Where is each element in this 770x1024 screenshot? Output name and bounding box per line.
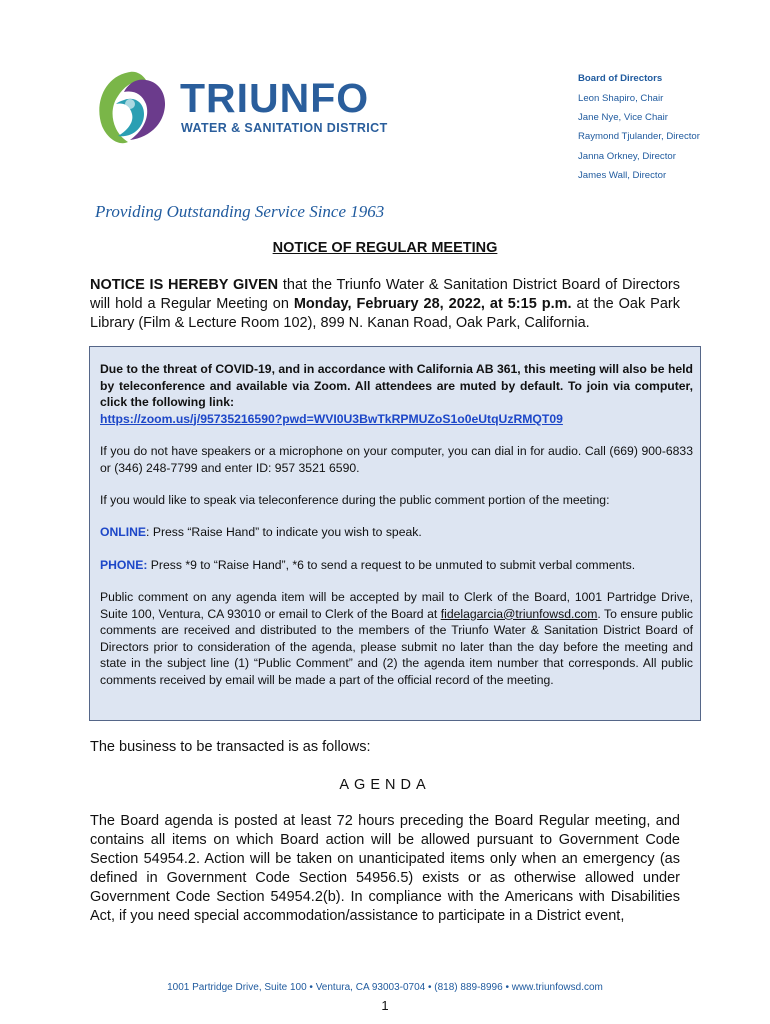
logo-subtitle: WATER & SANITATION DISTRICT	[181, 121, 388, 135]
public-text: . To ensure public comments are received and distributed to the members of the Triunfo Water & Sanitation District Board of Directors prior to consideration of the agenda, please submit no later than the day before the meeting and state in the subject line (1) “Public Comment” and (2) the agenda item number that corresponds. All public comments received by email will be made a part of the official record of the meeting.	[100, 606, 693, 687]
phone-text: Press *9 to “Raise Hand”, *6 to send a request to be unmuted to submit verbal comments.	[147, 558, 636, 572]
online-instruction	[100, 524, 693, 541]
online-text: : Press “Raise Hand” to indicate you wish to speak.	[146, 525, 422, 539]
intro-text: at the Oak Park Library (Film & Lecture Room 102), 899 N. Kanan Road, Oak Park, California.	[90, 296, 680, 331]
public-comment-text	[100, 589, 693, 688]
intro-paragraph	[90, 276, 680, 333]
footer-address: 1001 Partridge Drive, Suite 100 • Ventura, CA 93003-0704 • (818) 889-8996 • www.triunfowsd.com	[167, 982, 603, 993]
notice-title: NOTICE OF REGULAR MEETING	[272, 240, 498, 256]
online-label: ONLINE	[100, 525, 147, 539]
board-member: Leon Shapiro, Chair	[578, 93, 664, 104]
intro-text: that the Triunfo Water & Sanitation District Board of Directors will hold a Regular Meeting on	[90, 277, 680, 312]
tagline: Providing Outstanding Service Since 1963	[95, 202, 385, 221]
phone-label: PHONE:	[100, 558, 148, 572]
business-intro: The business to be transacted is as follows:	[90, 739, 371, 755]
board-member: Raymond Tjulander, Director	[578, 131, 700, 142]
board-member: Janna Orkney, Director	[578, 151, 676, 162]
clerk-email-link[interactable]: fidelagarcia@triunfowsd.com	[440, 606, 598, 621]
intro-lead: NOTICE IS HEREBY GIVEN	[90, 277, 279, 293]
board-member: Jane Nye, Vice Chair	[578, 112, 668, 123]
covid-text: Due to the threat of COVID-19, and in accordance with California AB 361, this meeting will also be held by teleconference and available via Zoom. All attendees are muted by default. To join via computer, click the following link:	[100, 362, 693, 409]
teleconference-box	[89, 346, 701, 721]
covid-notice	[100, 361, 693, 427]
board-member: James Wall, Director	[578, 170, 667, 181]
phone-instruction	[100, 557, 693, 574]
zoom-link[interactable]: https://zoom.us/j/95735216590?pwd=WVI0U3BwTkRPMUZoS1o0eUtqUzRMQT09	[100, 411, 563, 426]
board-title: Board of Directors	[578, 73, 663, 84]
logo-swirl-icon	[99, 72, 165, 143]
dialin-text: If you do not have speakers or a microphone on your computer, you can dial in for audio. Call (669) 900-6833 or (346) 248-7799 and enter ID: 957 3521 6590.	[100, 444, 693, 475]
public-text: Public comment on any agenda item will be accepted by mail to Clerk of the Board, 1001 Partridge Drive, Suite 100, Ventura, CA 93010 or email to Clerk of the Board at	[100, 590, 693, 621]
page-number: 1	[381, 998, 389, 1013]
meeting-date: Monday, February 28, 2022, at 5:15 p.m.	[293, 296, 572, 312]
speak-text: If you would like to speak via teleconference during the public comment portion of the meeting:	[100, 493, 610, 507]
logo-wordmark: TRIUNFO	[180, 75, 370, 121]
agenda-paragraph: The Board agenda is posted at least 72 hours preceding the Board Regular meeting, and contains all items on which Board action will be allowed pursuant to Government Code Section 54954.2. Action will be taken on unanticipated items only when an emergency (as defined in Government Code Section 54956.5) exists or as otherwise allowed under Government Code Section 54954.2(b). In compliance with the Americans with Disabilities Act, if you need special accommodation/assistance to participate in a District event,	[90, 813, 680, 924]
agenda-title: AGENDA	[339, 777, 431, 793]
